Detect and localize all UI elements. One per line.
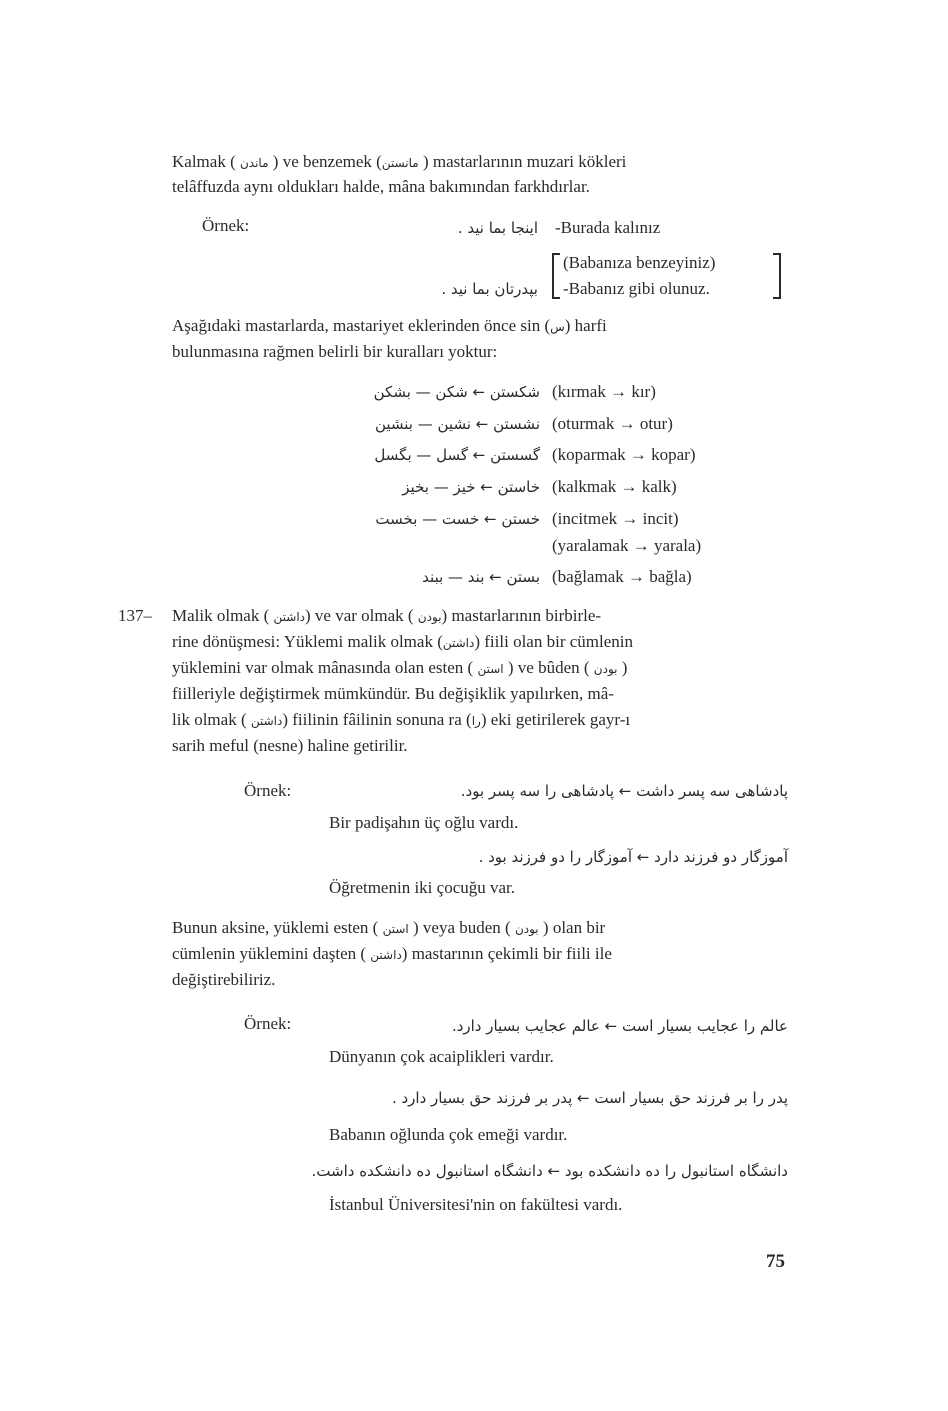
verb-row-turkish: (bağlamak → bağla)	[552, 567, 692, 586]
section-line: yüklemini var olmak mânasında olan esten ( استن ) ve bûden ( بودن )	[172, 658, 628, 677]
verb-row-turkish: (koparmak → kopar)	[552, 445, 696, 464]
translation: -Burada kalınız	[555, 218, 661, 237]
verb-row-arabic: نشستن ← نشین — بنشین	[374, 415, 540, 433]
verb-row-turkish: (yaralamak → yarala)	[552, 536, 702, 555]
arabic-example: بپدرتان بما نید .	[441, 280, 538, 298]
arabic-word: استن	[477, 662, 504, 676]
translation: İstanbul Üniversitesi'nin on fakültesi vardı.	[329, 1195, 623, 1214]
section-line: lik olmak ( داشتن) fiilinin fâilinin sonuna ra (را) eki getirilerek gayr-ı	[172, 710, 631, 729]
paragraph-line: bulunmasına rağmen belirli bir kuralları yoktur:	[172, 342, 498, 361]
arabic-word: استن	[382, 922, 409, 936]
alt-translation: (Babanıza benzeyiniz)	[563, 253, 716, 272]
arabic-word: داشتن	[273, 610, 306, 624]
translation: Dünyanın çok acaiplikleri vardır.	[329, 1047, 554, 1066]
arabic-word: داشتن	[250, 714, 283, 728]
paragraph-line: Aşağıdaki mastarlarda, mastariyet eklerinden önce sin (س) harfi	[172, 316, 607, 335]
arabic-example: پدر را بر فرزند حق بسیار است ← پدر بر فرزند حق بسیار دارد .	[391, 1089, 788, 1107]
left-bracket	[552, 253, 560, 299]
translation: Bir padişahın üç oğlu vardı.	[329, 813, 519, 832]
section-line: sarih meful (nesne) haline getirilir.	[172, 736, 408, 755]
translation: Öğretmenin iki çocuğu var.	[329, 878, 516, 897]
verb-row-turkish: (oturmak → otur)	[552, 414, 673, 433]
arabic-word: بودن	[593, 662, 618, 676]
verb-row-arabic: خاستن ← خیز — بخیز	[402, 478, 540, 496]
verb-row-arabic: شکستن ← شکن — بشکن	[373, 383, 540, 401]
translation: -Babanız gibi olunuz.	[563, 279, 710, 298]
arabic-word: بودن	[514, 922, 539, 936]
arabic-word: داشتن	[370, 948, 402, 962]
verb-row-turkish: (kalkmak → kalk)	[552, 477, 677, 496]
arabic-example: اینجا بما نید .	[457, 219, 538, 237]
paragraph-line: değiştirebiliriz.	[172, 970, 276, 989]
arabic-word: را	[471, 714, 481, 728]
arabic-example: آموزگار دو فرزند دارد ← آموزگار را دو فرزند بود .	[478, 848, 788, 866]
arabic-example: پادشاهی سه پسر داشت ← پادشاهی را سه پسر بود.	[460, 782, 788, 800]
arabic-letter: س	[550, 320, 565, 334]
arabic-word: بودن	[417, 610, 442, 624]
intro-line-1: Kalmak ( ماندن ) ve benzemek (مانستن ) mastarlarının muzari kökleri	[172, 152, 627, 171]
intro-line-2: telâffuzda aynı oldukları halde, mâna bakımından farkhdırlar.	[172, 177, 590, 196]
paragraph-line: Bunun aksine, yüklemi esten ( استن ) veya buden ( بودن ) olan bir	[172, 918, 606, 937]
example-label: Örnek:	[244, 781, 292, 800]
arabic-word: داشتن	[442, 636, 475, 650]
verb-row-turkish: (kırmak → kır)	[552, 382, 656, 401]
section-line: fiilleriyle değiştirmek mümkündür. Bu değişiklik yapılırken, mâ-	[172, 684, 614, 703]
arabic-example: عالم را عجایب بسیار است ← عالم عجایب بسیار دارد.	[451, 1017, 788, 1035]
example-label: Örnek:	[244, 1014, 292, 1033]
arabic-example: دانشگاه استانبول را ده دانشکده بود ← دانشگاه استانبول ده دانشکده داشت.	[311, 1162, 788, 1180]
translation: Babanın oğlunda çok emeği vardır.	[329, 1125, 568, 1144]
verb-row-arabic: گسستن ← گسل — بگسل	[374, 446, 540, 464]
verb-row-arabic: خستن ← خست — بخست	[375, 510, 540, 528]
verb-row-arabic: بستن ← بند — ببند	[422, 568, 540, 586]
arabic-word: ماندن	[239, 156, 269, 170]
section-number: 137–	[118, 606, 152, 625]
arabic-word: مانستن	[381, 156, 419, 170]
page-number: 75	[766, 1251, 785, 1272]
right-bracket	[773, 253, 781, 299]
paragraph-line: cümlenin yüklemini daşten ( داشتن) mastarının çekimli bir fiili ile	[172, 944, 612, 963]
verb-row-turkish: (incitmek → incit)	[552, 509, 679, 528]
section-line: rine dönüşmesi: Yüklemi malik olmak (داشتن) fiili olan bir cümlenin	[172, 632, 633, 651]
section-line: Malik olmak ( داشتن) ve var olmak ( بودن) mastarlarının birbirle-	[172, 606, 602, 625]
example-label: Örnek:	[202, 216, 250, 235]
